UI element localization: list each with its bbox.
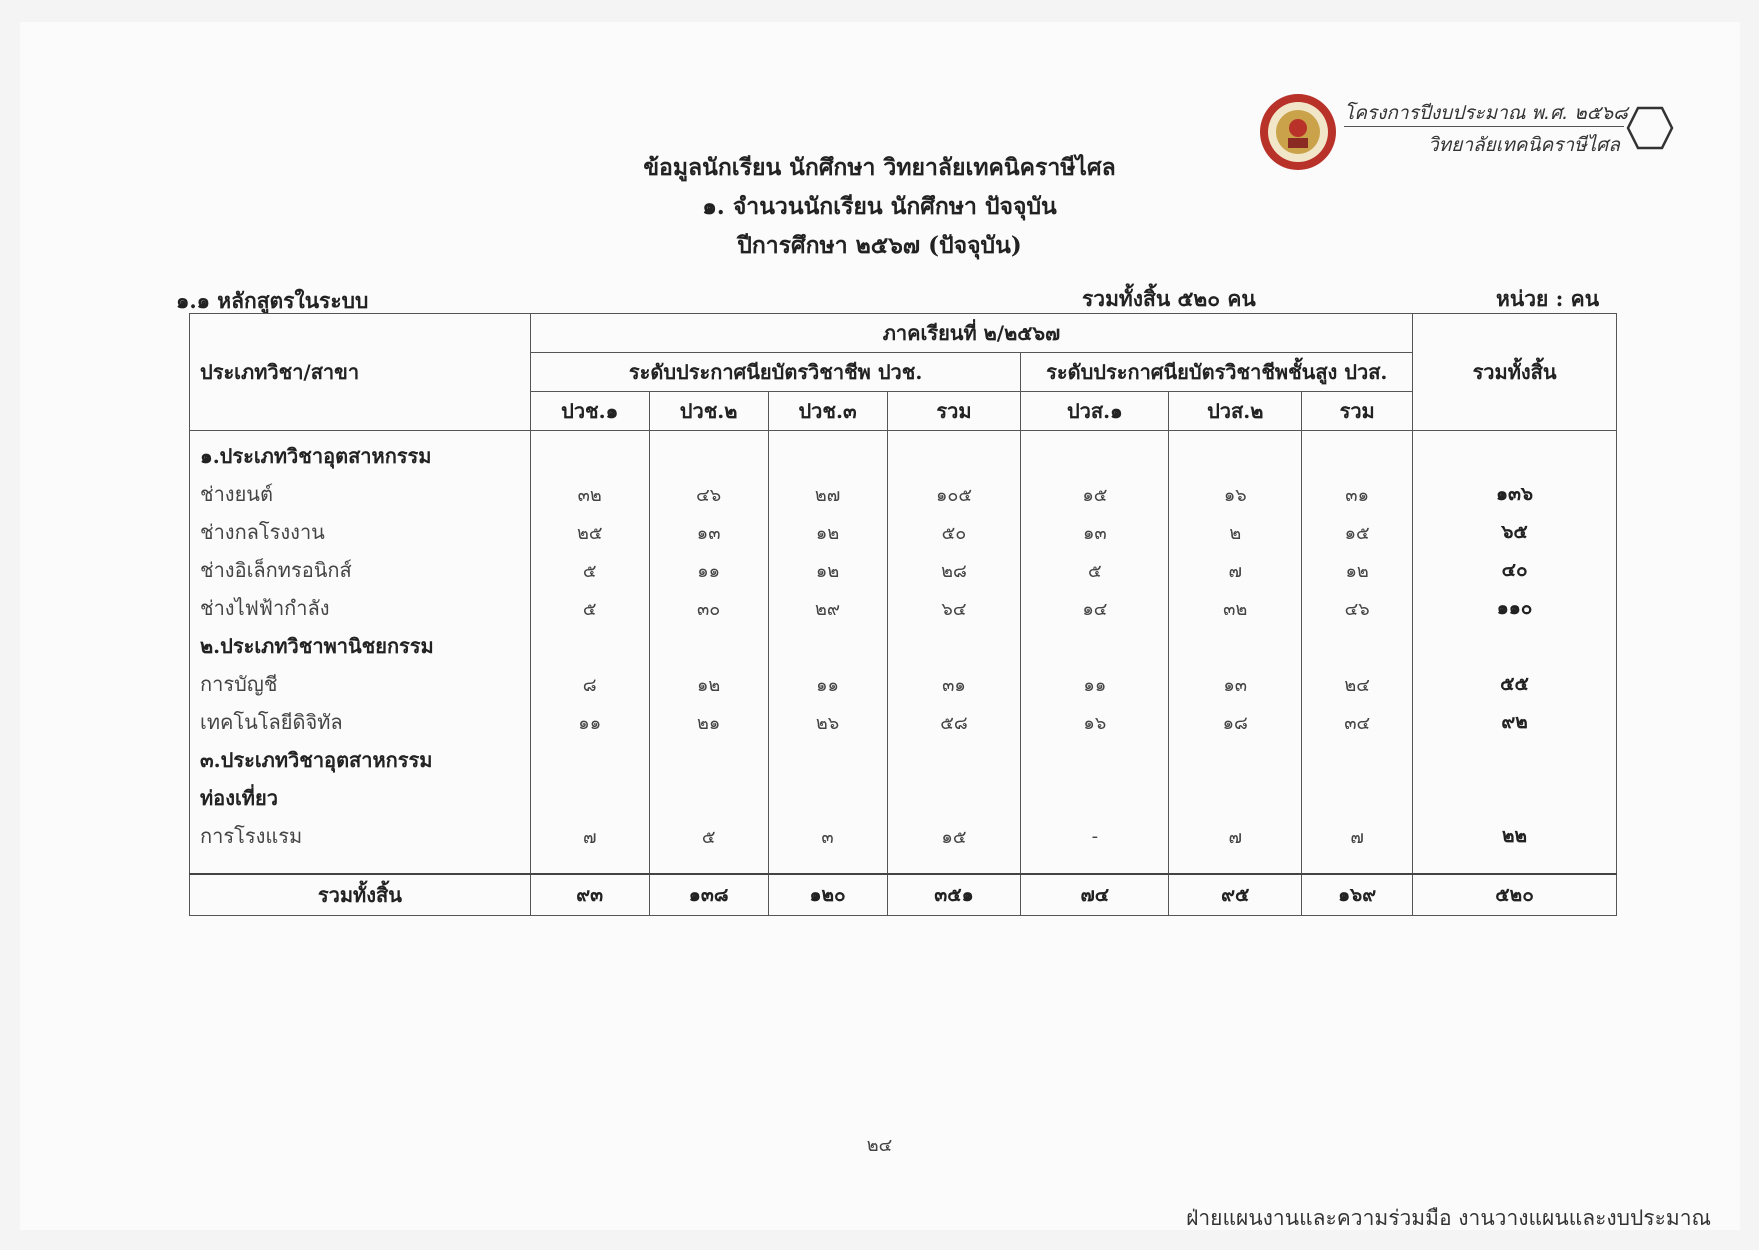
table-row bbox=[190, 703, 1617, 741]
value-cell: ๓ bbox=[768, 817, 887, 855]
value-cell bbox=[1169, 627, 1302, 665]
section-label: ๑.๑ หลักสูตรในระบบ bbox=[176, 288, 369, 313]
college-name-small: วิทยาลัยเทคนิคราษีไศล bbox=[1428, 134, 1620, 156]
value-cell: ๒๘ bbox=[887, 551, 1021, 589]
row-total-cell: ๒๒ bbox=[1413, 817, 1617, 855]
value-cell: ๕ bbox=[530, 589, 649, 627]
table-row bbox=[190, 665, 1617, 703]
value-cell bbox=[887, 431, 1021, 476]
row-total-cell bbox=[1413, 627, 1617, 665]
grand-total-value: ๗๔ bbox=[1021, 874, 1169, 916]
value-cell bbox=[768, 741, 887, 779]
value-cell: ๑๒ bbox=[768, 513, 887, 551]
category-row bbox=[190, 779, 1617, 817]
major-label: ช่างยนต์ bbox=[190, 475, 531, 513]
spacer-row bbox=[190, 855, 1617, 874]
value-cell: ๑๔ bbox=[1021, 589, 1169, 627]
grand-total-value: ๑๓๘ bbox=[649, 874, 768, 916]
title-line-2: ๑. จำนวนนักเรียน นักศึกษา ปัจจุบัน bbox=[702, 193, 1057, 220]
project-year-text: โครงการปีงบประมาณ พ.ศ. ๒๕๖๘ bbox=[1344, 102, 1628, 124]
value-cell: ๑๑ bbox=[768, 665, 887, 703]
row-total-cell: ๖๕ bbox=[1413, 513, 1617, 551]
spacer-cell bbox=[887, 855, 1021, 874]
major-label: ช่างกลโรงงาน bbox=[190, 513, 531, 551]
major-label: ช่างไฟฟ้ากำลัง bbox=[190, 589, 531, 627]
value-cell bbox=[1302, 741, 1413, 779]
value-cell: ๒ bbox=[1169, 513, 1302, 551]
value-cell: ๑๒ bbox=[768, 551, 887, 589]
semester-header: ภาคเรียนที่ ๒/๒๕๖๗ bbox=[530, 314, 1412, 353]
column-header-grand-total: รวมทั้งสิ้น bbox=[1413, 314, 1617, 431]
value-cell bbox=[887, 779, 1021, 817]
major-label: การบัญชี bbox=[190, 665, 531, 703]
row-total-cell: ๔๐ bbox=[1413, 551, 1617, 589]
unit-label: หน่วย : คน bbox=[1496, 286, 1600, 311]
category-label: ๓.ประเภทวิชาอุตสาหกรรม bbox=[190, 741, 531, 779]
value-cell bbox=[1169, 431, 1302, 476]
grand-total-value: ๙๕ bbox=[1169, 874, 1302, 916]
value-cell: ๕ bbox=[649, 817, 768, 855]
major-label: ช่างอิเล็กทรอนิกส์ bbox=[190, 551, 531, 589]
table-row bbox=[190, 475, 1617, 513]
table-row bbox=[190, 513, 1617, 551]
value-cell: ๑๑ bbox=[649, 551, 768, 589]
value-cell bbox=[1021, 627, 1169, 665]
value-cell: ๓๑ bbox=[1302, 475, 1413, 513]
category-label: ท่องเที่ยว bbox=[190, 779, 531, 817]
value-cell: - bbox=[1021, 817, 1169, 855]
grand-total-row bbox=[190, 874, 1617, 916]
student-count-table bbox=[189, 313, 1617, 916]
value-cell: ๖๔ bbox=[887, 589, 1021, 627]
row-total-cell bbox=[1413, 741, 1617, 779]
grand-total-value: ๑๖๙ bbox=[1302, 874, 1413, 916]
value-cell bbox=[1302, 627, 1413, 665]
value-cell: ๑๕ bbox=[887, 817, 1021, 855]
value-cell bbox=[530, 741, 649, 779]
value-cell: ๑๓ bbox=[1169, 665, 1302, 703]
value-cell: ๔๖ bbox=[649, 475, 768, 513]
value-cell bbox=[1169, 741, 1302, 779]
value-cell bbox=[1021, 431, 1169, 476]
value-cell: ๒๕ bbox=[530, 513, 649, 551]
title-line-3: ปีการศึกษา ๒๕๖๗ (ปัจจุบัน) bbox=[737, 232, 1022, 259]
grand-total-value: ๙๓ bbox=[530, 874, 649, 916]
category-label: ๑.ประเภทวิชาอุตสาหกรรม bbox=[190, 431, 531, 476]
row-total-cell: ๑๑๐ bbox=[1413, 589, 1617, 627]
hvc-header: ระดับประกาศนียบัตรวิชาชีพชั้นสูง ปวส. bbox=[1021, 353, 1413, 392]
table-body bbox=[190, 431, 1617, 916]
grand-total-label: รวมทั้งสิ้น bbox=[190, 874, 531, 916]
table-row bbox=[190, 589, 1617, 627]
major-label: เทคโนโลยีดิจิทัล bbox=[190, 703, 531, 741]
value-cell: ๑๒ bbox=[1302, 551, 1413, 589]
pvc-header: ระดับประกาศนียบัตรวิชาชีพ ปวช. bbox=[530, 353, 1021, 392]
grand-total-value: ๑๒๐ bbox=[768, 874, 887, 916]
value-cell: ๘ bbox=[530, 665, 649, 703]
value-cell bbox=[649, 431, 768, 476]
column-header-type: ประเภทวิชา/สาขา bbox=[190, 314, 531, 431]
subheader-hvc1: ปวส.๑ bbox=[1021, 392, 1169, 431]
value-cell: ๓๑ bbox=[887, 665, 1021, 703]
table-row bbox=[190, 551, 1617, 589]
row-total-cell: ๙๒ bbox=[1413, 703, 1617, 741]
value-cell bbox=[1302, 779, 1413, 817]
value-cell: ๑๑ bbox=[1021, 665, 1169, 703]
value-cell: ๑๘ bbox=[1169, 703, 1302, 741]
value-cell: ๕ bbox=[530, 551, 649, 589]
row-total-cell bbox=[1413, 431, 1617, 476]
spacer-cell bbox=[768, 855, 887, 874]
subheader-pvc1: ปวช.๑ bbox=[530, 392, 649, 431]
grand-total-overall: ๕๒๐ bbox=[1413, 874, 1617, 916]
value-cell bbox=[768, 431, 887, 476]
spacer-cell bbox=[1413, 855, 1617, 874]
value-cell: ๑๑ bbox=[530, 703, 649, 741]
value-cell: ๒๖ bbox=[768, 703, 887, 741]
hexagon-icon bbox=[1626, 106, 1674, 150]
subheader-pvc2: ปวช.๒ bbox=[649, 392, 768, 431]
value-cell: ๗ bbox=[1169, 817, 1302, 855]
row-total-cell bbox=[1413, 779, 1617, 817]
subheader-hvc2: ปวส.๒ bbox=[1169, 392, 1302, 431]
row-total-cell: ๕๕ bbox=[1413, 665, 1617, 703]
value-cell: ๓๒ bbox=[530, 475, 649, 513]
page-number: ๒๔ bbox=[866, 1135, 893, 1156]
value-cell: ๑๕ bbox=[1021, 475, 1169, 513]
value-cell bbox=[530, 431, 649, 476]
value-cell bbox=[1021, 779, 1169, 817]
value-cell: ๓๒ bbox=[1169, 589, 1302, 627]
spacer-cell bbox=[649, 855, 768, 874]
value-cell bbox=[768, 627, 887, 665]
value-cell: ๒๑ bbox=[649, 703, 768, 741]
spacer-cell bbox=[1021, 855, 1169, 874]
value-cell: ๑๖ bbox=[1169, 475, 1302, 513]
value-cell: ๗ bbox=[1169, 551, 1302, 589]
footer-text: ฝ่ายแผนงานและความร่วมมือ งานวางแผนและงบประมาณ bbox=[1186, 1206, 1711, 1230]
value-cell: ๑๐๕ bbox=[887, 475, 1021, 513]
value-cell: ๗ bbox=[1302, 817, 1413, 855]
category-row bbox=[190, 741, 1617, 779]
value-cell bbox=[649, 627, 768, 665]
value-cell: ๗ bbox=[530, 817, 649, 855]
subheader-pvc3: ปวช.๓ bbox=[768, 392, 887, 431]
category-row bbox=[190, 627, 1617, 665]
value-cell bbox=[530, 627, 649, 665]
major-label: การโรงแรม bbox=[190, 817, 531, 855]
value-cell bbox=[887, 741, 1021, 779]
value-cell: ๕๘ bbox=[887, 703, 1021, 741]
value-cell: ๑๓ bbox=[1021, 513, 1169, 551]
value-cell: ๒๗ bbox=[768, 475, 887, 513]
subheader-pvc-total: รวม bbox=[887, 392, 1021, 431]
value-cell: ๓๔ bbox=[1302, 703, 1413, 741]
value-cell: ๒๙ bbox=[768, 589, 887, 627]
subheader-hvc-total: รวม bbox=[1302, 392, 1413, 431]
value-cell: ๕ bbox=[1021, 551, 1169, 589]
value-cell bbox=[887, 627, 1021, 665]
value-cell bbox=[1302, 431, 1413, 476]
category-label: ๒.ประเภทวิชาพานิชยกรรม bbox=[190, 627, 531, 665]
value-cell: ๓๐ bbox=[649, 589, 768, 627]
value-cell bbox=[768, 779, 887, 817]
value-cell bbox=[649, 741, 768, 779]
spacer-cell bbox=[530, 855, 649, 874]
spacer-cell bbox=[1302, 855, 1413, 874]
value-cell bbox=[1169, 779, 1302, 817]
value-cell bbox=[649, 779, 768, 817]
value-cell: ๑๖ bbox=[1021, 703, 1169, 741]
value-cell bbox=[530, 779, 649, 817]
value-cell: ๑๕ bbox=[1302, 513, 1413, 551]
grand-total-value: ๓๕๑ bbox=[887, 874, 1021, 916]
value-cell bbox=[1021, 741, 1169, 779]
value-cell: ๕๐ bbox=[887, 513, 1021, 551]
section-total: รวมทั้งสิ้น ๕๒๐ คน bbox=[1082, 286, 1256, 311]
row-total-cell: ๑๓๖ bbox=[1413, 475, 1617, 513]
value-cell: ๑๒ bbox=[649, 665, 768, 703]
value-cell: ๒๔ bbox=[1302, 665, 1413, 703]
table-row bbox=[190, 817, 1617, 855]
spacer-cell bbox=[1169, 855, 1302, 874]
spacer-cell bbox=[190, 855, 531, 874]
value-cell: ๔๖ bbox=[1302, 589, 1413, 627]
category-row bbox=[190, 431, 1617, 476]
value-cell: ๑๓ bbox=[649, 513, 768, 551]
title-line-1: ข้อมูลนักเรียน นักศึกษา วิทยาลัยเทคนิคราษีไศล bbox=[643, 154, 1116, 181]
